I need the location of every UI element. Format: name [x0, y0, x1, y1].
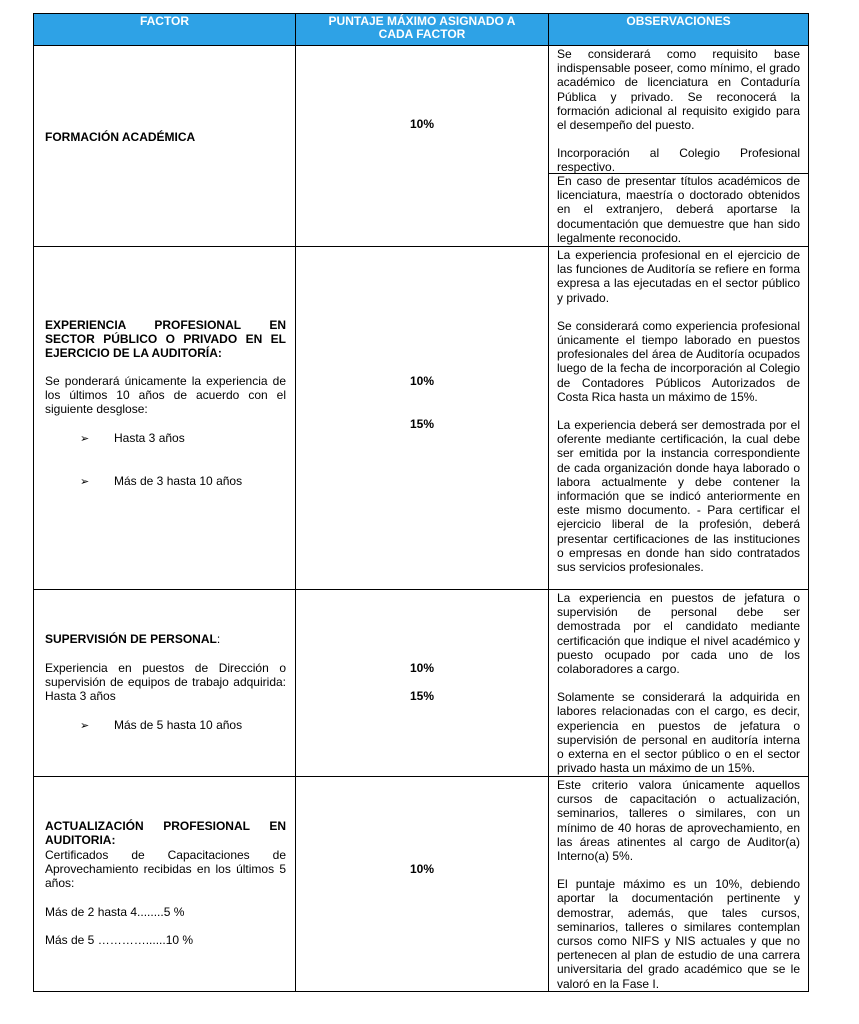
factor-description: Certificados de Capacitaciones de Aprovechamiento recibidas en los últimos 5 años:: [45, 848, 286, 891]
bullet-arrow-icon: ➢: [80, 433, 90, 445]
factor-cell: [34, 590, 296, 776]
score-cell: [296, 46, 549, 246]
score-value: 10%: [409, 862, 435, 876]
score-value: 15%: [409, 417, 435, 431]
observation-text: El puntaje máximo es un 10%, debiendo aportar la documentación pertinente y demostrar, además, que tales cursos, seminarios, talleres o similares contemplan cursos como NIFS y NIS actuales y que no pertenecen al plan de estudio de una carrera universitaria del grado académico que se le valoró en la Fase I.: [557, 877, 800, 991]
header-observaciones: OBSERVACIONES: [626, 14, 731, 28]
bullet-arrow-icon: ➢: [80, 720, 90, 732]
observation-text: Se considerará como experiencia profesional únicamente el tiempo laborado en puestos profesionales del área de Auditoría ocupados luego de la fecha de incorporación al Colegio de Contadores Públicos Autorizados de Costa Rica hasta un máximo de 15%.: [557, 318, 800, 404]
table-header: [34, 14, 808, 46]
bullet-text: Más de 5 hasta 10 años: [114, 718, 243, 732]
factor-cell: [34, 777, 296, 991]
observations-cell: [549, 46, 808, 246]
capacitacion-item: Más de 5 …………......10 %: [45, 933, 194, 947]
factor-cell: [34, 46, 296, 246]
factor-title: [45, 632, 220, 646]
observation-text: Solamente se considerará la adquirida en labores relacionadas con el cargo, es decir, experiencia en puestos de jefatura o supervisión de personal en auditoría interna o externa en el sector público o en el sector privado hasta un máximo de un 15%.: [557, 690, 800, 776]
observation-text: En caso de presentar títulos académicos de licenciatura, maestría o doctorado obtenidos en el extranjero, deberá aportarse la documentación que demuestre que han sido legalmente reconocido.: [557, 174, 800, 245]
score-cell: [296, 590, 549, 776]
score-value: 15%: [409, 689, 435, 703]
score-cell: [296, 247, 549, 589]
observations-cell: [549, 777, 808, 991]
factor-title: ACTUALIZACIÓN PROFESIONAL EN AUDITORIA:: [45, 819, 286, 848]
factor-title-suffix: :: [216, 632, 221, 646]
table-row-supervision: [34, 590, 808, 777]
observation-subcell: [549, 173, 808, 245]
header-puntaje-line1: PUNTAJE MÁXIMO ASIGNADO A: [328, 14, 516, 28]
score-value: 10%: [409, 374, 435, 388]
header-puntaje: [296, 14, 549, 45]
factor-description: Se ponderará únicamente la experiencia de los últimos 10 años de acuerdo con el siguiente desglose:: [45, 374, 286, 417]
score-value: 10%: [409, 117, 435, 131]
header-puntaje-line2: CADA FACTOR: [378, 27, 466, 41]
factor-title-text: SUPERVISIÓN DE PERSONAL: [45, 632, 217, 646]
observations-cell: [549, 247, 808, 589]
observation-text: Este criterio valora únicamente aquellos cursos de capacitación o actualización, seminarios, talleres o similares, con un mínimo de 40 horas de aprovechamiento, en las áreas atinentes al cargo de Auditor(a) Interno(a) 5%.: [557, 778, 800, 864]
score-value: 10%: [409, 661, 435, 675]
observation-text: Incorporación al Colegio Profesional respectivo.: [557, 146, 800, 175]
observation-text: Se considerará como requisito base indispensable poseer, como mínimo, el grado académico de licenciatura en Contaduría Pública y privado. Se reconocerá la formación adicional al requisito exigido para el desempeño del puesto.: [557, 47, 800, 133]
bullet-arrow-icon: ➢: [80, 476, 90, 488]
observations-cell: [549, 590, 808, 776]
bullet-text: Hasta 3 años: [114, 431, 185, 445]
table-row-formacion: [34, 46, 808, 247]
table-row-experiencia: [34, 247, 808, 590]
table-row-actualizacion: [34, 777, 808, 991]
factor-cell: [34, 247, 296, 589]
factor-description: Experiencia en puestos de Dirección o supervisión de equipos de trabajo adquirida: Hasta 3 años: [45, 661, 286, 704]
factor-title: EXPERIENCIA PROFESIONAL EN SECTOR PÚBLICO O PRIVADO EN EL EJERCICIO DE LA AUDITORÍA:: [45, 318, 286, 361]
bullet-text: Más de 3 hasta 10 años: [114, 474, 243, 488]
score-cell: [296, 777, 549, 991]
observation-text: La experiencia deberá ser demostrada por el oferente mediante certificación, la cual debe ser emitida por la instancia correspondiente de cada organización donde haya laborado o labora actualmente y debe contener la información que se indicó anteriormente en este mismo documento. - Para certificar el ejercicio liberal de la profesión, deberá presentar certificaciones de las instituciones o empresas en donde han sido contratados sus servicios profesionales.: [557, 418, 800, 575]
capacitacion-item: Más de 2 hasta 4........5 %: [45, 905, 185, 919]
observation-text: La experiencia profesional en el ejercicio de las funciones de Auditoría se refiere en forma expresa a las ejecutadas en el sector público y privado.: [557, 248, 800, 305]
evaluation-table: [33, 13, 809, 992]
observation-text: La experiencia en puestos de jefatura o supervisión de personal debe ser demostrada por el candidato mediante certificación que indique el nivel académico y puesto ocupado por cada uno de los colaboradores a cargo.: [557, 591, 800, 677]
factor-title: FORMACIÓN ACADÉMICA: [45, 130, 196, 144]
header-factor: FACTOR: [34, 14, 296, 45]
